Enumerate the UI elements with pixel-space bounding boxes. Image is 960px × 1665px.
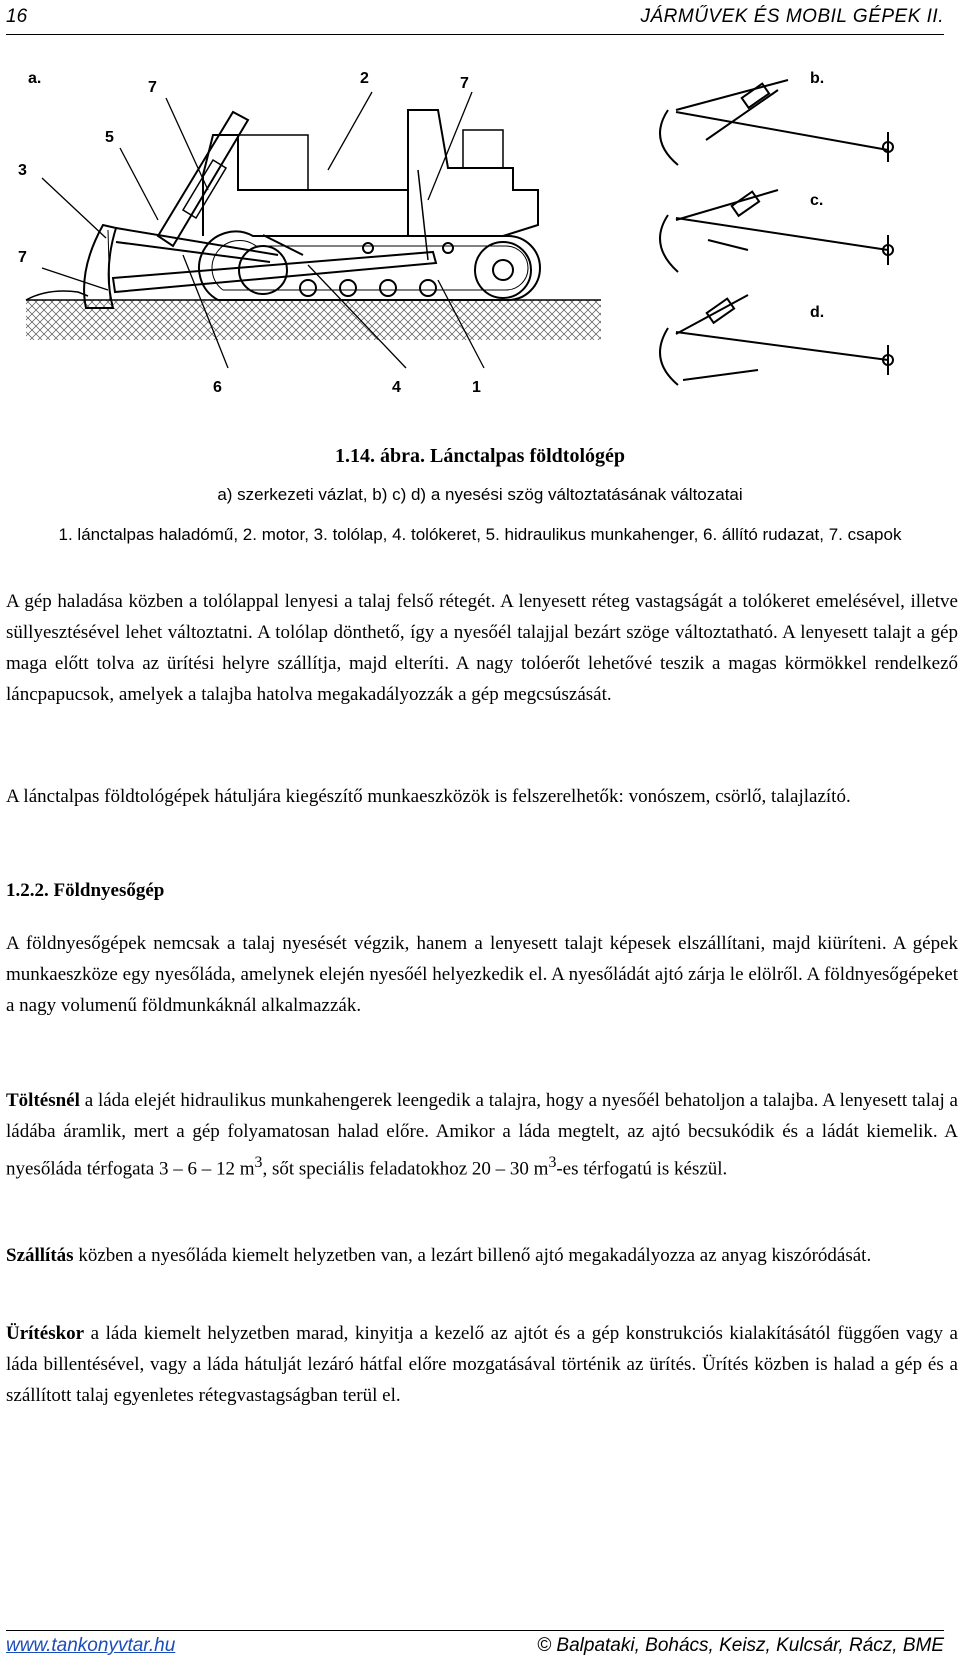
paragraph-5 (6, 1240, 958, 1271)
p5-text: közben a nyesőláda kiemelt helyzetben van, a lezárt billenő ajtó megakadályozza az anyag kiszóródását. (73, 1245, 872, 1266)
page-header (6, 4, 944, 35)
label-5: 5 (105, 129, 114, 146)
p4-text-b: , sőt speciális feladatokhoz 20 – 30 m (262, 1158, 549, 1180)
cab (408, 110, 538, 236)
variant-d (660, 295, 893, 385)
page-number: 16 (6, 6, 28, 27)
term-urites: Ürítéskor (6, 1323, 85, 1344)
term-toltes: Töltésnél (6, 1090, 80, 1111)
book-title: JÁRMŰVEK ÉS MOBIL GÉPEK II. (640, 6, 944, 27)
label-7-left: 7 (18, 249, 27, 266)
label-c: c. (810, 192, 824, 209)
paragraph-4 (6, 1085, 958, 1184)
p4-sup-2: 3 (548, 1154, 557, 1171)
footer-link[interactable]: www.tankonyvtar.hu (6, 1635, 176, 1656)
paragraph-2: A lánctalpas földtológépek hátuljára kiegészítő munkaeszközök is felszerelhetők: vonószem, csörlő, talajlazító. (6, 786, 851, 807)
figure-caption-subtitle: a) szerkezeti vázlat, b) c) d) a nyesési szög változtatásának változatai (217, 485, 743, 504)
label-1: 1 (472, 379, 481, 396)
paragraph-3: A földnyesőgépek nemcsak a talaj nyesését végzik, hanem a lenyesett talajt képesek elszállítani, majd kiüríteni. A gépek munkaeszköze egy nyesőláda, amelynek elején nyesőél helyezkedik el. A nyesőládát ajtó zárja le elölről. A földnyesőgépeket a nagy volumenű földmunkáknál alkalmazzák. (6, 933, 958, 1016)
label-2: 2 (360, 70, 369, 87)
variant-c (660, 190, 893, 272)
paragraph-1: A gép haladása közben a tolólappal lenyesi a talaj felső rétegét. A lenyesett réteg vastagságát a tolókeret emelésével, illetve süllyesztésével lehet változtatni. A tolólap dönthető, így a nyesőél talajjal bezárt szöge változtatható. A lenyesett talajt a gép maga előtt tolva az ürítési helyre szállítja, majd elteríti. A nagy tolóerőt lehetővé teszik a magas körmökkel rendelkező láncpapucsok, amelyek a talajba hatolva megakadályozzák a gép megcsúszását. (6, 591, 958, 705)
label-4: 4 (392, 379, 401, 396)
label-7-top-left: 7 (148, 79, 157, 96)
blade (84, 225, 116, 308)
label-a: a. (28, 70, 42, 87)
bulldozer-drawing (8, 50, 948, 420)
section-heading: 1.2.2. Földnyesőgép (6, 880, 165, 901)
push-frame (113, 252, 436, 292)
label-7-top-right: 7 (460, 75, 469, 92)
page-footer (6, 1630, 944, 1661)
label-d: d. (810, 304, 825, 321)
label-6: 6 (213, 379, 222, 396)
figure-legend: 1. lánctalpas haladómű, 2. motor, 3. tolólap, 4. tolókeret, 5. hidraulikus munkahenger, 6. állító rudazat, 7. csapok (58, 525, 902, 544)
p4-text-c: -es térfogatú is készül. (556, 1158, 728, 1180)
label-b: b. (810, 70, 825, 87)
footer-authors: © Balpataki, Bohács, Keisz, Kulcsár, Rácz, BME (537, 1635, 944, 1656)
bulldozer-figure (8, 50, 948, 420)
term-szallitas: Szállítás (6, 1245, 74, 1266)
engine-hood (203, 135, 408, 236)
p6-text: a láda kiemelt helyzetben marad, kinyitja a kezelő az ajtót és a gép konstrukciós kialakításától függően vagy a láda billentésével, vagy a láda hátulját lezáró hátfal előre mozgatásával történik az ürítés. Ürítés közben is halad a gép és a szállított talaj egyenletes rétegvastagságban terül el. (6, 1323, 958, 1406)
paragraph-6 (6, 1318, 958, 1411)
p4-sup-1: 3 (254, 1154, 263, 1171)
p4-text-a: a láda elejét hidraulikus munkahengerek leengedik a talajra, hogy a nyesőél behatoljon a talajba. A lenyesett talaj a ládába áramlik, mert a gép folyamatosan halad előre. Amikor a láda megtelt, az ajtó becsukódik és a ládát kiemelik. A nyesőláda térfogata 3 – 6 – 12 m (6, 1090, 958, 1180)
figure-caption-title: 1.14. ábra. Lánctalpas földtológép (334, 445, 626, 467)
variant-b (660, 80, 893, 165)
label-3: 3 (18, 162, 27, 179)
